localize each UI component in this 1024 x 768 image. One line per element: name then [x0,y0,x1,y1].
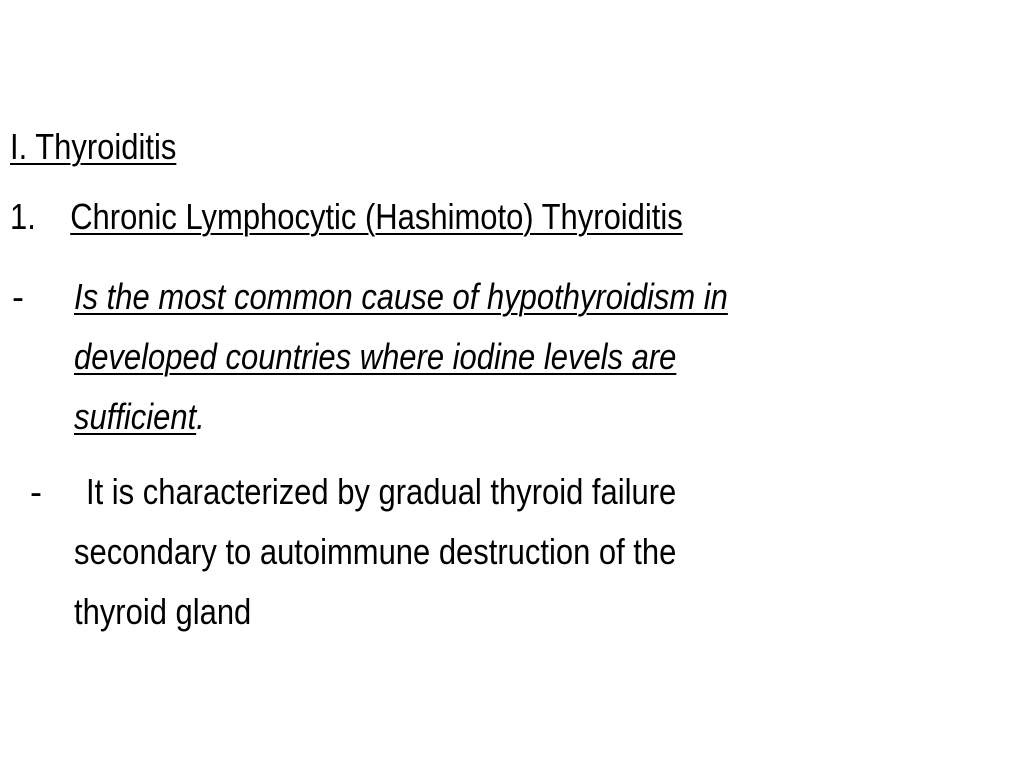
bullet-2-line-2: secondary to autoimmune destruction of the [74,531,677,572]
bullet-marker: - [30,471,42,512]
bullet-1-line-3-text: sufficient [74,396,197,437]
section-heading: I. Thyroiditis [10,126,177,167]
bullet-2-line-3: thyroid gland [74,591,252,632]
bullet-marker: - [12,276,24,317]
item-number: 1. [10,196,36,237]
item-title: Chronic Lymphocytic (Hashimoto) Thyroiditis [70,196,683,237]
numbered-item [10,195,683,238]
bullet-1-line-1: Is the most common cause of hypothyroidism in [74,276,728,317]
bullet-2-line-1: It is characterized by gradual thyroid failure [86,471,677,512]
bullet-1-period: . [196,396,205,437]
bullet-1-line-3 [74,395,205,438]
bullet-1-line-2: developed countries where iodine levels are [74,336,677,377]
